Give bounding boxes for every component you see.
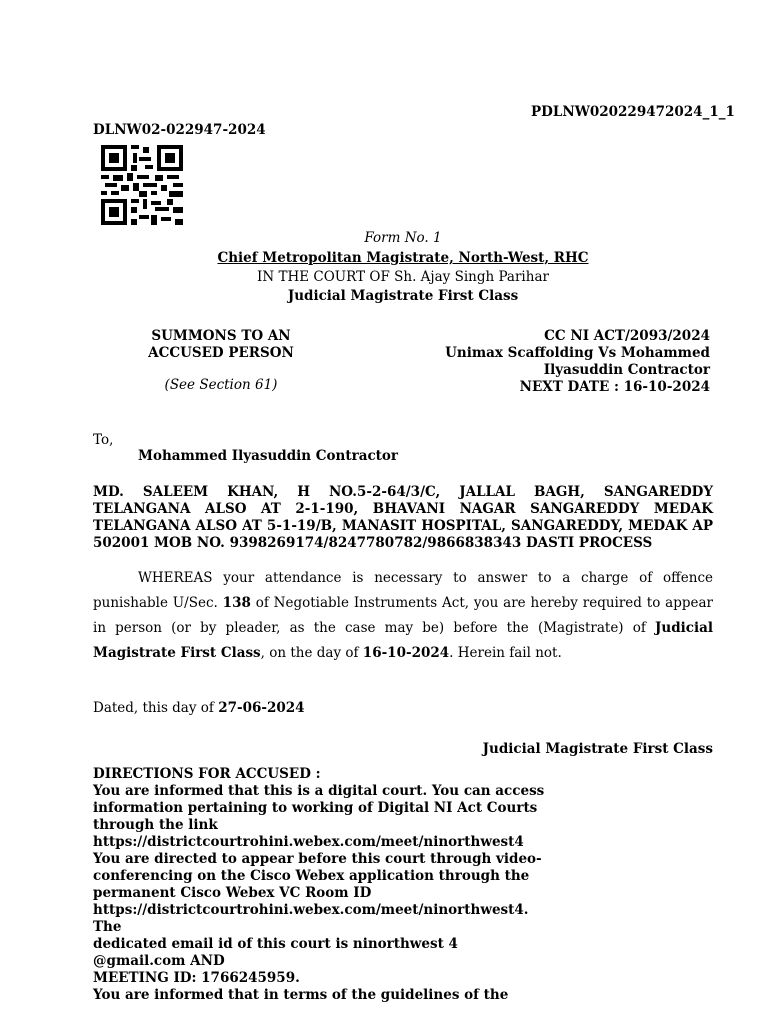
addressee-address: MD. SALEEM KHAN, H NO.5-2-64/3/C, JALLAL BAGH, SANGAREDDY TELANGANA ALSO AT 2-1-190, BHAVANI NAGAR SANGAREDDY MEDAK TELANGANA ALSO AT 5-1-19/B, MANASIT HOSPITAL, SANGAREDDY, MEDAK AP 502001 MOB NO. 9398269174/8247780782/9866838343 DASTI PROCESS [93, 484, 713, 551]
court-type-heading: Judicial Magistrate First Class [287, 288, 519, 304]
section-reference: (See Section 61) [164, 377, 278, 393]
body-court: Judicial Magistrate First Class [93, 620, 713, 661]
directions-line: conferencing on the Cisco Webex application through the [93, 868, 530, 884]
summons-title-line2: ACCUSED PERSON [148, 345, 294, 361]
magistrate-heading: Chief Metropolitan Magistrate, North-West, RHC [217, 250, 589, 266]
next-date [380, 379, 710, 396]
signature-block: Judicial Magistrate First Class [482, 741, 713, 757]
directions-link[interactable]: https://districtcourtrohini.webex.com/meet/ninorthwest4 [93, 834, 524, 850]
case-details [380, 328, 710, 396]
body-part4: . Herein fail not. [449, 645, 562, 661]
pdl-reference: PDLNW020229472024_1_1 [531, 104, 735, 120]
body-section-number: 138 [222, 595, 251, 611]
case-parties: Unimax Scaffolding Vs Mohammed Ilyasuddin Contractor [445, 345, 710, 378]
directions-line: dedicated email id of this court is ninorthwest 4 @gmail.com AND [93, 936, 458, 969]
directions-link[interactable]: https://districtcourtrohini.webex.com/meet/ninorthwest4. The [93, 902, 529, 935]
next-date-label: NEXT DATE : [519, 379, 624, 395]
directions-line: permanent Cisco Webex VC Room ID [93, 885, 372, 901]
body-part2: of Negotiable Instruments Act, you are hereby required to appear in person (or by pleader, as the case may be) before the (Magistrate) of [93, 595, 713, 636]
dl-reference: DLNW02-022947-2024 [93, 122, 266, 138]
next-date-value: 16-10-2024 [623, 379, 710, 395]
summons-title [132, 328, 310, 362]
dated-label: Dated, this day of [93, 700, 219, 716]
court-prefix: IN THE COURT OF [257, 269, 395, 285]
summons-title-line1: SUMMONS TO AN [151, 328, 291, 344]
form-number: Form No. 1 [364, 230, 442, 246]
addressee-name: Mohammed Ilyasuddin Contractor [138, 448, 399, 464]
directions-heading: DIRECTIONS FOR ACCUSED : [93, 766, 321, 782]
directions-line: MEETING ID: 1766245959. [93, 970, 300, 986]
directions-section [93, 766, 553, 1004]
directions-line: information pertaining to working of Digital NI Act Courts [93, 800, 538, 816]
to-label: To, [93, 432, 114, 448]
body-date: 16-10-2024 [362, 645, 450, 661]
directions-line: through the link [93, 817, 218, 833]
directions-line: You are informed that this is a digital court. You can access [93, 783, 545, 799]
court-of-line [0, 269, 768, 285]
qr-code [101, 145, 183, 225]
directions-line: You are directed to appear before this court through video- [93, 851, 542, 867]
dated-date: 27-06-2024 [218, 700, 305, 716]
summons-body [93, 566, 713, 666]
body-part3: , on the day of [260, 645, 363, 661]
directions-line: You are informed that in terms of the guidelines of the [93, 987, 509, 1003]
body-part1: WHEREAS your attendance is necessary to answer to a charge of offence punishable U/Sec. [93, 570, 713, 611]
judge-name: Sh. Ajay Singh Parihar [394, 269, 549, 285]
case-number: CC NI ACT/2093/2024 [544, 328, 710, 344]
dated-line [93, 700, 305, 716]
